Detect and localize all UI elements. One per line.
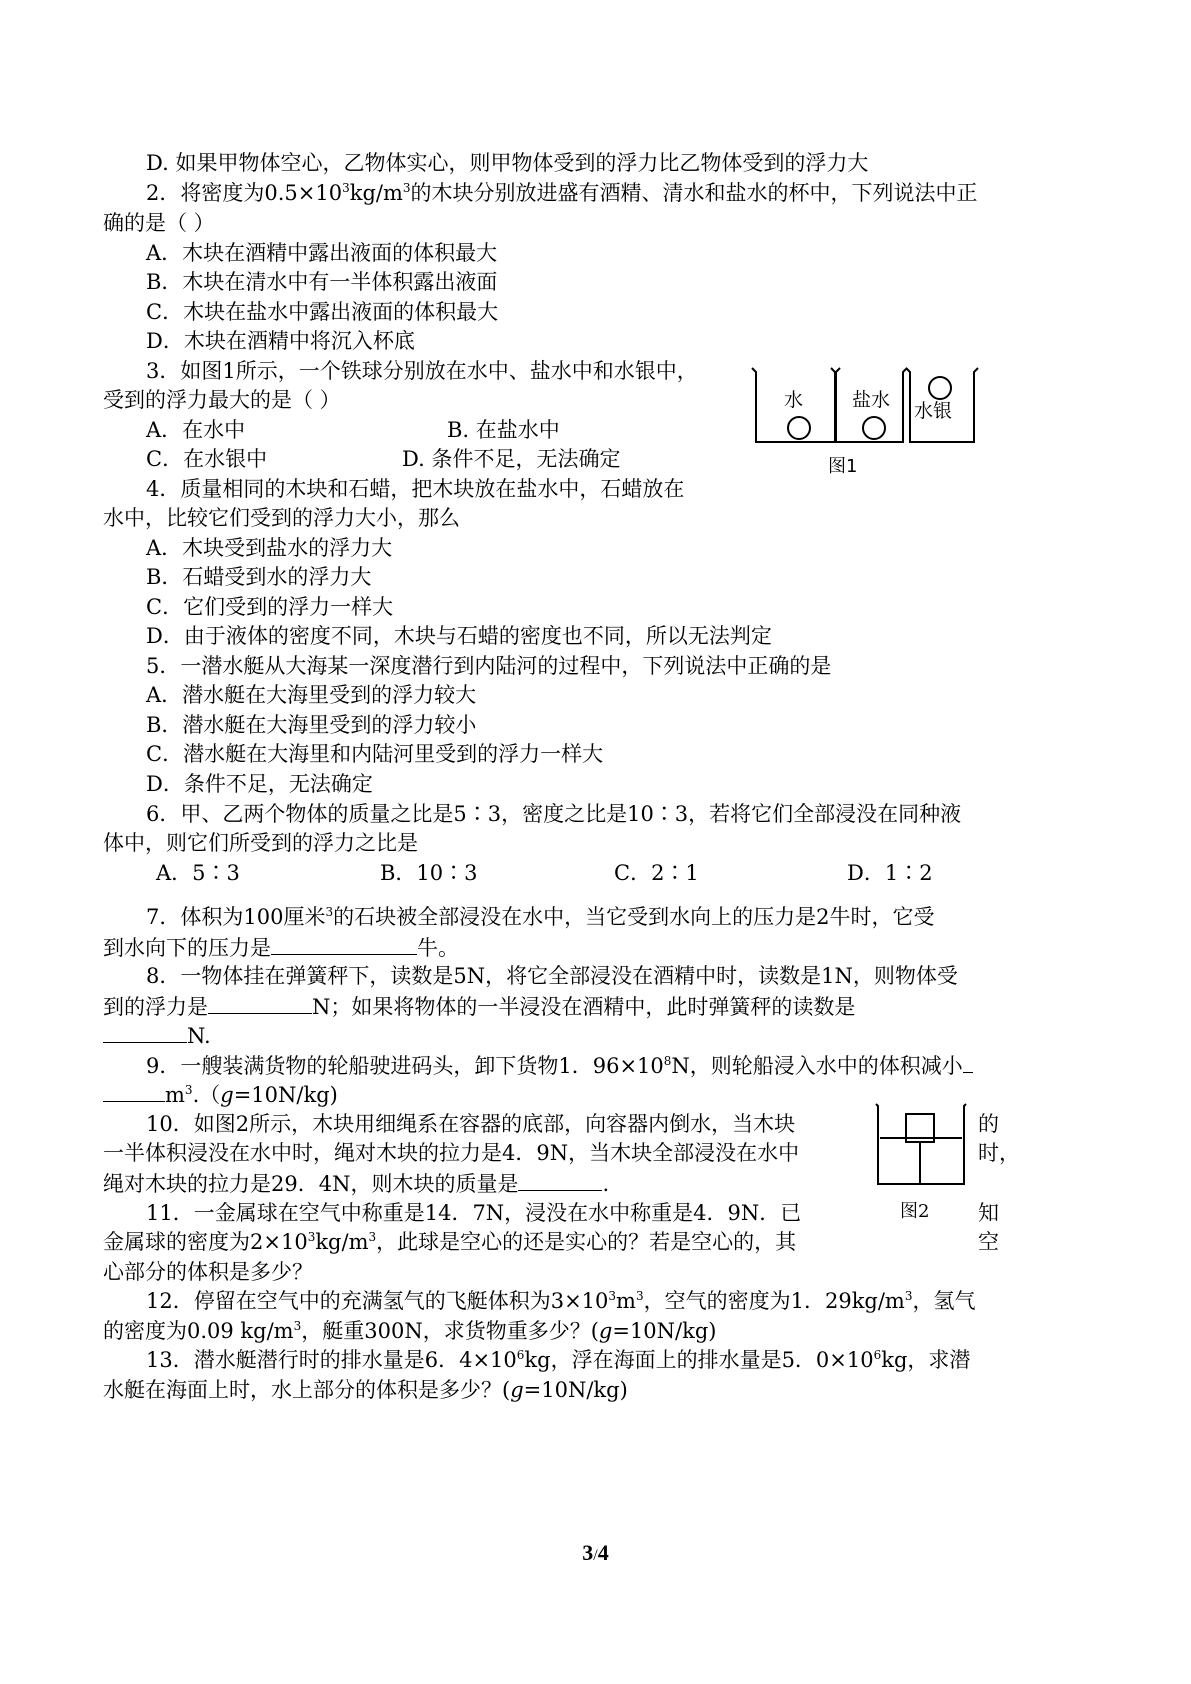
figure-2-container: [872, 1100, 972, 1225]
q3-option-b: [447, 415, 560, 445]
text: 8．一物体挂在弹簧秤下，读数是5N，将它全部浸没在酒精中时，读数是1N，则物体受: [146, 964, 958, 988]
q3-stem-cont: [103, 385, 341, 415]
text: kg/m: [315, 1230, 369, 1254]
text: m: [616, 1289, 636, 1313]
total-pages: 4: [597, 1540, 609, 1565]
q4-option-a: [146, 533, 392, 563]
q4-option-c: [146, 592, 393, 622]
q6-option-a: [156, 858, 240, 888]
text: 的石块被全部浸没在水中，当它受到水向上的压力是2牛时，它受: [333, 905, 935, 929]
q9-stem: [146, 1050, 973, 1081]
q2-stem: [146, 178, 978, 208]
text: 5．一潜水艇从大海某一深度潜行到内陆河的过程中，下列说法中正确的是: [146, 654, 832, 678]
text: 13．潜水艇潜行时的排水量是6．4×10: [146, 1348, 517, 1372]
beaker-3-label: 水银: [914, 400, 953, 422]
q4-stem: [146, 474, 684, 504]
q4-stem-cont: [103, 503, 460, 533]
text: 知: [978, 1201, 999, 1225]
text: 一半体积浸没在水中时，绳对木块的拉力是4．9N，当木块全部浸没在水中: [103, 1141, 800, 1165]
text: C．它们受到的浮力一样大: [146, 595, 394, 619]
q7-stem: [146, 902, 934, 932]
q11-stem: [146, 1198, 801, 1228]
superscript: 3: [402, 181, 411, 195]
q13-stem-cont: [103, 1375, 628, 1405]
text: 到水向下的压力是: [103, 936, 271, 960]
superscript: 6: [873, 1348, 882, 1362]
answer-blank[interactable]: [963, 1050, 973, 1073]
superscript: 6: [516, 1348, 525, 1362]
q8-stem: [146, 961, 958, 991]
q11-stem-cont2: [103, 1257, 313, 1287]
text: 水中，比较它们受到的浮力大小，那么: [103, 506, 460, 530]
text: C．在水银中: [146, 447, 268, 471]
answer-blank[interactable]: [208, 991, 312, 1014]
superscript: 3: [904, 1289, 913, 1303]
text: 6．甲、乙两个物体的质量之比是5∶3，密度之比是10∶3，若将它们全部浸没在同种液: [146, 802, 962, 826]
text: 牛。: [417, 936, 459, 960]
text: 3．如图1所示，一个铁球分别放在水中、盐水中和水银中，: [146, 359, 698, 383]
text: B. 在盐水中: [447, 418, 560, 442]
text: .（: [192, 1083, 221, 1107]
text: 绳对木块的拉力是29．4N，则木块的质量是: [103, 1172, 519, 1196]
q2-option-a: [146, 238, 497, 268]
text: C．2∶1: [614, 861, 699, 885]
q11-stem-right: [978, 1198, 999, 1228]
text: B．木块在清水中有一半体积露出液面: [146, 270, 498, 294]
text: ，氢气: [912, 1289, 976, 1313]
q10-stem: [146, 1109, 795, 1139]
text: 的: [978, 1112, 999, 1136]
q9-stem-cont: [103, 1079, 338, 1110]
q3-option-a: [146, 415, 245, 445]
text: B．潜水艇在大海里受到的浮力较小: [146, 713, 477, 737]
q2-stem-cont: [103, 208, 215, 238]
beaker-1-label: 水: [784, 389, 804, 411]
superscript: 8: [663, 1054, 672, 1068]
text: 水艇在海面上时，水上部分的体积是多少？(: [103, 1378, 511, 1402]
q5-option-c: [146, 739, 603, 769]
q3-option-c: [146, 444, 267, 474]
text: 11．一金属球在空气中称重是14．7N，浸没在水中称重是4．9N．已: [146, 1201, 802, 1225]
text: A．木块在酒精中露出液面的体积最大: [146, 241, 498, 265]
text: D．木块在酒精中将沉入杯底: [146, 329, 415, 353]
figure-2-caption: 图2: [900, 1201, 930, 1222]
q10-stem-right: [978, 1109, 999, 1139]
text: B．10∶3: [380, 861, 478, 885]
q6-stem: [146, 799, 961, 829]
q5-stem: [146, 651, 831, 681]
q2-option-b: [146, 267, 497, 297]
q12-stem: [146, 1286, 976, 1316]
q7-stem-cont: [103, 932, 459, 963]
text: D．由于液体的密度不同，木块与石蜡的密度也不同，所以无法判定: [146, 624, 772, 648]
current-page: 3: [582, 1540, 594, 1565]
text: =10N/kg): [612, 1319, 717, 1343]
answer-blank[interactable]: [518, 1168, 602, 1191]
text: D．条件不足，无法确定: [146, 772, 373, 796]
q5-option-a: [146, 680, 476, 710]
text: C．木块在盐水中露出液面的体积最大: [146, 300, 499, 324]
q8-stem-cont: [103, 991, 855, 1022]
text: D. 如果甲物体空心，乙物体实心，则甲物体受到的浮力比乙物体受到的浮力大: [146, 151, 869, 175]
q6-option-b: [380, 858, 478, 888]
text: 2．将密度为0.5×10: [146, 181, 343, 205]
page-number: [0, 1540, 1191, 1566]
superscript: 3: [325, 905, 334, 919]
text: D. 条件不足，无法确定: [402, 447, 621, 471]
text: C．潜水艇在大海里和内陆河里受到的浮力一样大: [146, 742, 604, 766]
superscript: 3: [342, 181, 350, 195]
q3-stem: [146, 356, 698, 386]
answer-blank[interactable]: [271, 932, 417, 955]
figure-1-beakers: [748, 362, 1044, 478]
text: 金属球的密度为2×10: [103, 1230, 308, 1254]
superscript: 3: [293, 1319, 302, 1333]
q10-stem-cont-right: [978, 1138, 1020, 1168]
superscript: 3: [184, 1083, 193, 1097]
q6-option-d: [847, 858, 933, 888]
text: ，此球是空心的还是实心的？若是空心的，其: [376, 1230, 797, 1254]
text: =10N/kg): [523, 1378, 628, 1402]
q2-option-c: [146, 297, 498, 327]
q8-stem-cont2: [103, 1020, 211, 1051]
text: 体中，则它们所受到的浮力之比是: [103, 831, 418, 855]
text: kg，浮在海面上的排水量是5．0×10: [524, 1348, 874, 1372]
superscript: 3: [368, 1230, 377, 1244]
text: 的密度为0.09 kg/m: [103, 1319, 294, 1343]
q6-stem-cont: [103, 828, 418, 858]
answer-blank[interactable]: [103, 1079, 165, 1102]
text: kg/m: [349, 181, 403, 205]
text: g: [598, 1319, 613, 1343]
text: 时，: [978, 1141, 1020, 1165]
text: 7．体积为100厘米: [146, 905, 326, 929]
text: 到的浮力是: [103, 995, 208, 1019]
page-separator: /: [593, 1547, 598, 1564]
text: 9．一艘装满货物的轮船驶进码头，卸下货物1．96×10: [146, 1054, 664, 1078]
text: 心部分的体积是多少？: [103, 1260, 313, 1284]
figure-1-caption: 图1: [828, 456, 858, 477]
superscript: 3: [307, 1230, 316, 1244]
text: 确的是（ ）: [103, 211, 215, 235]
beaker-2-label: 盐水: [852, 389, 891, 411]
q2-option-d: [146, 326, 415, 356]
superscript: 3: [608, 1289, 617, 1303]
text: ，空气的密度为1．29kg/m: [643, 1289, 905, 1313]
text: 受到的浮力最大的是（ ）: [103, 388, 341, 412]
q5-option-d: [146, 769, 373, 799]
text: kg，求潜: [881, 1348, 971, 1372]
q5-option-b: [146, 710, 476, 740]
text: N；如果将物体的一半浸没在酒精中，此时弹簧秤的读数是: [312, 995, 856, 1019]
q12-stem-cont: [103, 1316, 716, 1346]
q3-option-d: [402, 444, 620, 474]
q1-option-d: [146, 148, 868, 178]
q10-stem-cont: [103, 1138, 799, 1168]
text: 的木块分别放进盛有酒精、清水和盐水的杯中，下列说法中正: [410, 181, 978, 205]
q4-option-d: [146, 621, 772, 651]
q10-stem-cont2: [103, 1168, 609, 1199]
text: .: [602, 1172, 610, 1196]
text: =10N/kg): [233, 1083, 338, 1107]
text: 空: [978, 1230, 999, 1254]
q13-stem: [146, 1345, 970, 1375]
text: g: [220, 1083, 234, 1107]
text: 10．如图2所示，木块用细绳系在容器的底部，向容器内倒水，当木块: [146, 1112, 796, 1136]
q11-stem-cont: [103, 1227, 796, 1257]
text: ，艇重300N，求货物重多少？(: [301, 1319, 599, 1343]
answer-blank[interactable]: [103, 1020, 187, 1043]
text: g: [510, 1378, 524, 1402]
text: A．5∶3: [156, 861, 240, 885]
text: A．木块受到盐水的浮力大: [146, 536, 393, 560]
text: N.: [187, 1024, 211, 1048]
text: D．1∶2: [847, 861, 933, 885]
text: B．石蜡受到水的浮力大: [146, 565, 372, 589]
text: 4．质量相同的木块和石蜡，把木块放在盐水中，石蜡放在: [146, 477, 685, 501]
q4-option-b: [146, 562, 371, 592]
superscript: 3: [635, 1289, 644, 1303]
text: N，则轮船浸入水中的体积减小: [671, 1054, 963, 1078]
text: A．潜水艇在大海里受到的浮力较大: [146, 683, 477, 707]
text: A．在水中: [146, 418, 246, 442]
text: 12．停留在空气中的充满氢气的飞艇体积为3×10: [146, 1289, 609, 1313]
q6-option-c: [614, 858, 699, 888]
q11-stem-cont-right: [978, 1227, 999, 1257]
text: m: [165, 1083, 185, 1107]
